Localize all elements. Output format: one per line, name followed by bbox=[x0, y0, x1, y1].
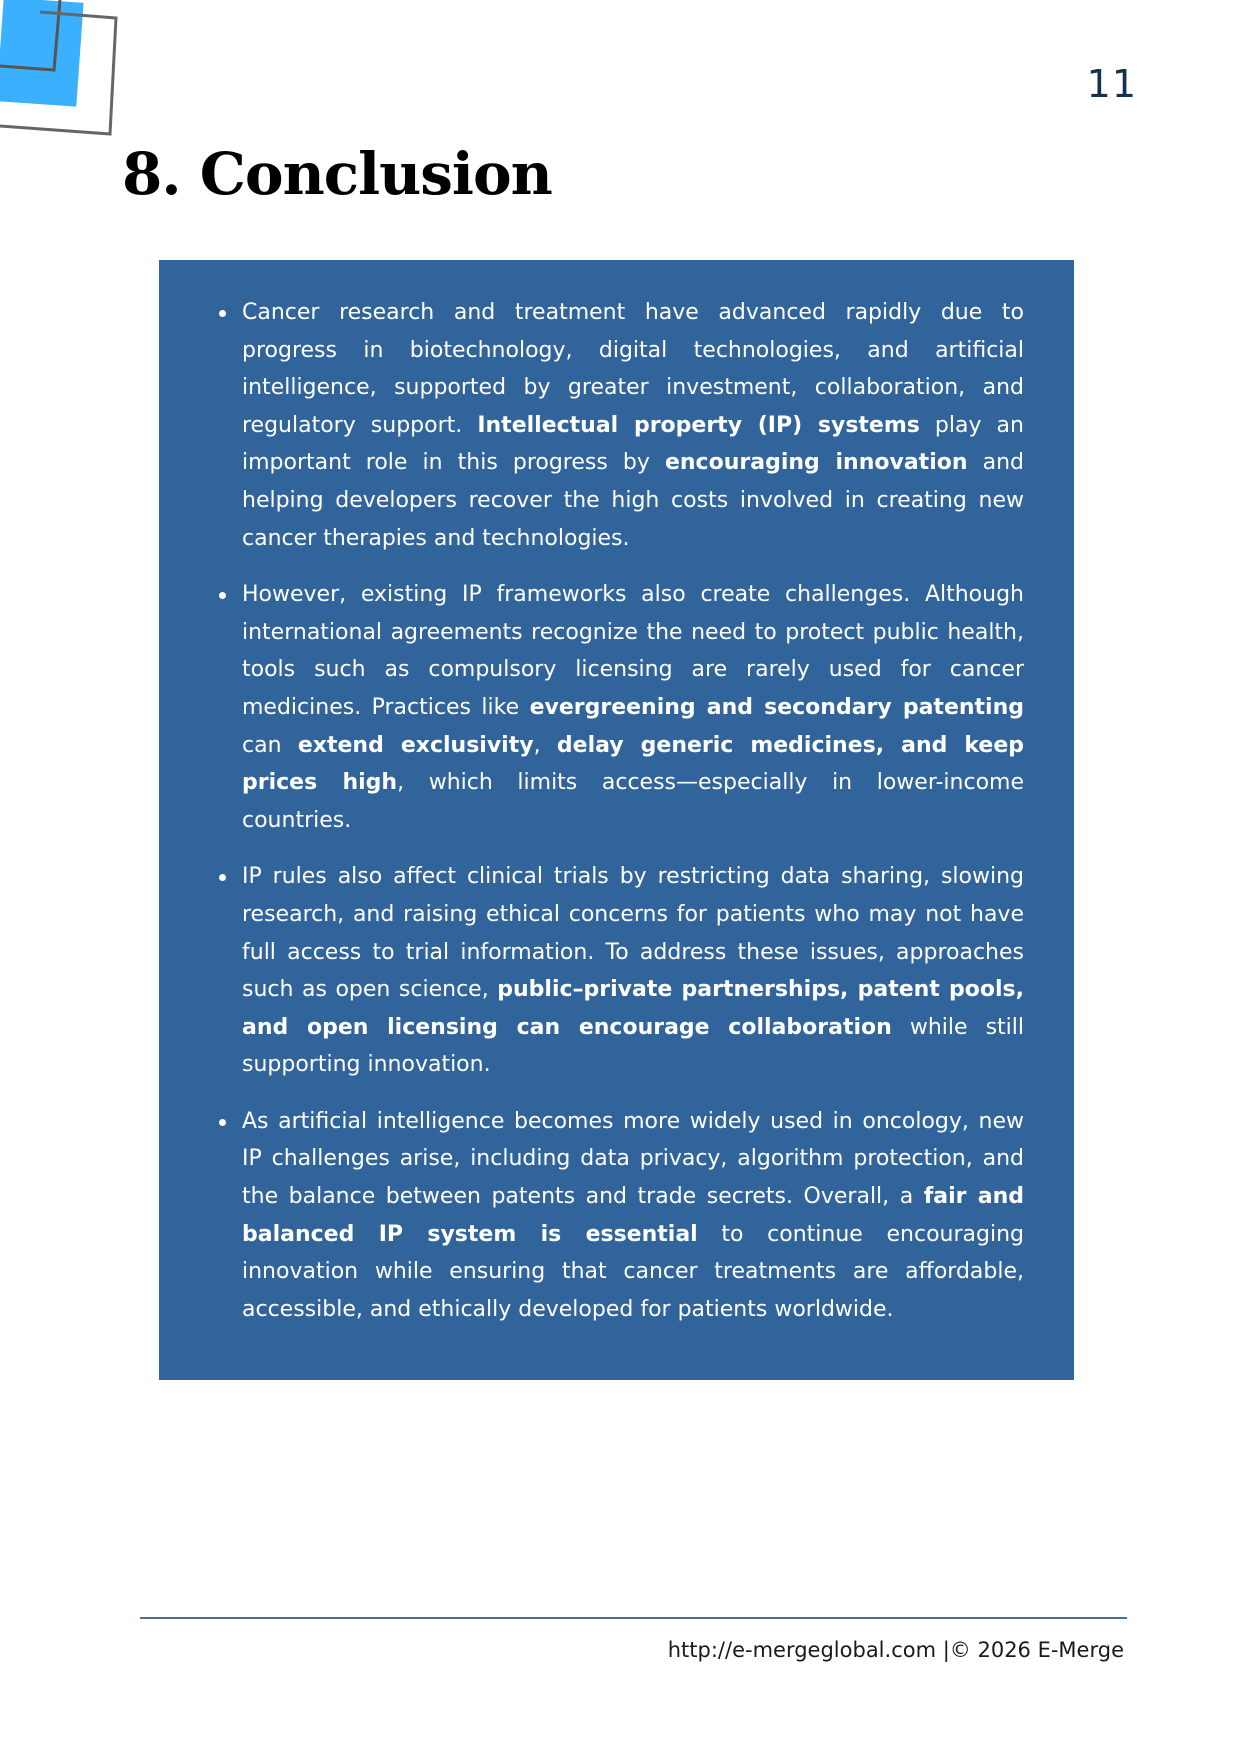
conclusion-item bbox=[219, 858, 1024, 1084]
emphasis-text: public–private partnerships, patent pools, and open licensing can encourage collaboration bbox=[242, 977, 1024, 1040]
corner-decoration bbox=[0, 0, 130, 140]
page-title: 8. Conclusion bbox=[122, 140, 552, 208]
deco-blue-square bbox=[0, 0, 84, 107]
conclusion-item bbox=[219, 576, 1024, 839]
footer-divider bbox=[140, 1617, 1127, 1619]
bullet-dot-icon bbox=[219, 310, 226, 317]
paragraph-text: , which limits access—especially in lower-income countries. bbox=[242, 770, 1024, 833]
conclusion-item bbox=[219, 294, 1024, 557]
paragraph-text: However, existing IP frameworks also create challenges. Although international agreements recognize the need to protect public health, tools such as compulsory licensing are rarely used for cancer medicines. Practices like bbox=[242, 582, 1024, 720]
paragraph-text: and helping developers recover the high costs involved in creating new cancer therapies and technologies. bbox=[242, 450, 1024, 551]
paragraph-text: play an important role in this progress by bbox=[242, 412, 1024, 476]
paragraph-text: , bbox=[533, 732, 557, 758]
conclusion-item bbox=[219, 1103, 1024, 1329]
paragraph-text: As artificial intelligence becomes more widely used in oncology, new IP challenges arise, including data privacy, algorithm protection, and the balance between patents and trade secrets. Overall, a bbox=[242, 1108, 1024, 1210]
paragraph-text: can bbox=[242, 732, 298, 758]
emphasis-text: encouraging innovation bbox=[664, 450, 968, 476]
bullet-dot-icon bbox=[219, 1119, 226, 1126]
page-number: 11 bbox=[1086, 62, 1137, 106]
footer-text: http://e-mergeglobal.com |© 2026 E-Merge bbox=[667, 1638, 1124, 1662]
paragraph-text: Cancer research and treatment have advanced rapidly due to progress in biotechnology, digital technologies, and artificial intelligence, supported by greater investment, collaboration, and regulatory support. bbox=[242, 300, 1024, 438]
emphasis-text: fair and balanced IP system is essential bbox=[242, 1184, 1024, 1247]
emphasis-text: extend exclusivity bbox=[297, 732, 534, 758]
conclusion-box bbox=[159, 260, 1074, 1380]
paragraph-text: to continue encouraging innovation while ensuring that cancer treatments are affordable, accessible, and ethically developed for patients worldwide. bbox=[242, 1221, 1024, 1322]
bullet-dot-icon bbox=[219, 874, 226, 881]
paragraph-text: while still supporting innovation. bbox=[242, 1014, 1025, 1078]
emphasis-text: evergreening and secondary patenting bbox=[529, 694, 1024, 720]
conclusion-list bbox=[219, 294, 1024, 1328]
emphasis-text: Intellectual property (IP) systems bbox=[477, 412, 920, 438]
paragraph-text: IP rules also affect clinical trials by restricting data sharing, slowing research, and raising ethical concerns for patients who may not have full access to trial information. To address these issues, approaches such as open science, bbox=[242, 864, 1024, 1003]
bullet-dot-icon bbox=[219, 592, 226, 599]
emphasis-text: delay generic medicines, and keep prices high bbox=[242, 732, 1024, 796]
